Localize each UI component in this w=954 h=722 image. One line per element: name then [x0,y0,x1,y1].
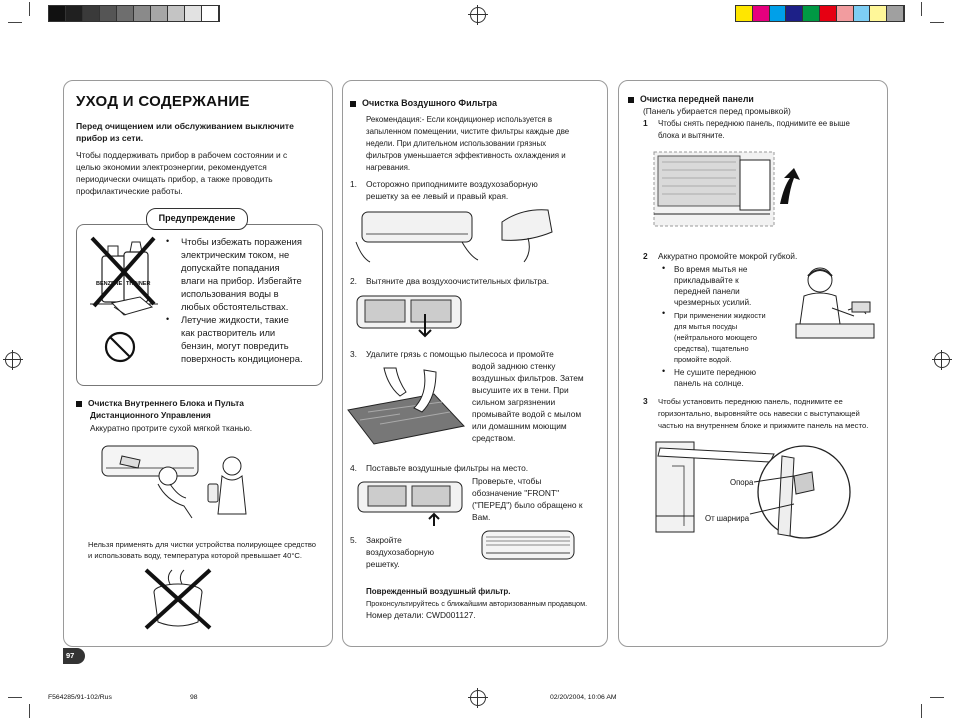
registration-mark-icon [5,352,21,368]
caution-title: Предупреждение [146,208,248,230]
calibration-swatch [837,6,854,21]
unplug-warning-line: прибор из сети. [76,133,144,143]
step1-line: Осторожно приподнимите воздухозаборную [366,179,538,189]
calibration-swatch [134,6,151,21]
step4-line: ("ПЕРЕД") было обращено к [472,500,583,510]
crop-mark [921,704,922,718]
calibration-swatch [151,6,168,21]
label-hinge: От шарнира [705,514,750,523]
vacuum-filter-illustration [344,366,468,446]
washing-woman-illustration [792,262,878,346]
step4-line: Вам. [472,512,491,522]
step3-line: промывайте водой с мылом [472,409,582,419]
recommend-line: Рекомендация:- Если кондиционер используется в [366,115,553,124]
step-number: 5. [350,535,357,545]
rstep1-line: Чтобы снять переднюю панель, поднимите ее выше [658,119,850,128]
insert-filters-illustration [356,478,466,528]
rstep3-line: Чтобы установить переднюю панель, поднимите ее [658,397,843,406]
caution-line: как растворитель или [181,327,276,338]
indoor-clean-text: Аккуратно протрите сухой мягкой тканью. [90,423,253,433]
bullet-mark: • [662,263,666,273]
registration-mark-icon [934,352,950,368]
step3-line: водой заднюю стенку [472,361,556,371]
caution-line: электрическим током, не [181,249,290,260]
damaged-filter-title: Поврежденный воздушный фильтр. [366,587,511,596]
step2-text: Вытяните два воздухоочистительных фильтра. [366,276,550,286]
rb1-line: Во время мытья не [674,265,748,274]
crop-mark [29,704,30,718]
caution-line: Летучие жидкости, такие [181,314,289,325]
caution-line: влаги на прибор. Избегайте [181,275,302,286]
step4-line: Проверьте, чтобы [472,476,542,486]
rstep1-line: блока и вытяните. [658,131,725,140]
bullet-mark: • [166,314,170,324]
recommend-line: запыленном помещении, чистите фильтры каждые две [366,127,570,136]
rb2-line: средства), тщательно [674,344,749,353]
intro-line: целью экономии электроэнергии, рекомендуется [76,162,267,172]
step4-line: Поставьте воздушные фильтры на место. [366,463,529,473]
lift-grille-illustration [352,202,562,266]
step-number: 3. [350,349,357,359]
calibration-swatch [736,6,753,21]
calibration-swatch [168,6,185,21]
no-hot-water-illustration [142,566,214,632]
step-number: 1 [643,118,648,128]
rstep2-text: Аккуратно промойте мокрой губкой. [658,251,798,261]
step-number: 3 [643,396,648,406]
caution-line: Чтобы избежать поражения [181,236,302,247]
calibration-swatch [66,6,83,21]
caution-line: любых обстоятельствах. [181,301,289,312]
wiping-unit-illustration [100,440,250,520]
recommend-line: фильтров уменьшается эффективность охлаждения и [366,151,566,160]
step4-line: обозначение "FRONT" [472,488,560,498]
page-title: УХОД И СОДЕРЖАНИЕ [76,93,250,110]
pull-filters-illustration [355,290,465,340]
calibration-swatch [202,6,219,21]
calibration-swatch [887,6,904,21]
step5-line: решетку. [366,559,400,569]
calibration-swatch [854,6,871,21]
damaged-filter-text: Проконсультируйтесь с ближайшим авторизованным продавцом. [366,599,588,608]
calibration-swatch [803,6,820,21]
calibration-swatch [753,6,770,21]
calibration-swatch [49,6,66,21]
intro-line: периодически очищать прибор, а также проводить [76,174,273,184]
unplug-warning-line: Перед очищением или обслуживанием выключите [76,121,294,131]
rb2-line: промойте водой. [674,355,732,364]
caution-line: поверхность кондиционера. [181,353,303,364]
caution-line: использования воды в [181,288,279,299]
filter-title: Очистка Воздушного Фильтра [350,98,497,110]
caution-line: допускайте попадания [181,262,280,273]
bullet-mark: • [662,308,666,318]
calibration-swatch [820,6,837,21]
calibration-swatch [185,6,202,21]
page-number: 97 [66,651,75,660]
step-number: 2. [350,276,357,286]
indoor-clean-title: Дистанционного Управления [90,410,211,420]
step-number: 4. [350,463,357,473]
rb2-line: для мытья посуды [674,322,738,331]
crop-mark [921,2,922,16]
intro-line: профилактические работы. [76,186,183,196]
can-label-thinner: THINNER [126,281,151,287]
calibration-swatch [786,6,803,21]
calibration-swatch [770,6,787,21]
prohibited-icon [103,330,137,364]
can-label-benzene: BENZENE [96,281,123,287]
label-support: Опора [730,478,754,487]
rb2-line: При применении жидкости [674,311,766,320]
step3-line: высушите их в тени. При [472,385,569,395]
indoor-clean-title: Очистка Внутреннего Блока и Пульта [76,398,244,410]
rstep3-line: горизонтально, выровняйте ось навески с выступающей [658,409,860,418]
bullet-mark: • [662,366,666,376]
step3-line: или домашним моющим [472,421,567,431]
step5-line: воздухозаборную [366,547,435,557]
registration-mark-icon [470,7,486,23]
rb3-line: панель на солнце. [674,379,744,388]
part-number: Номер детали: CWD001127. [366,610,476,620]
footer-date: 02/20/2004, 10:06 AM [550,694,617,701]
remove-front-panel-illustration [652,148,802,238]
bullet-mark: • [166,236,170,246]
install-front-panel-illustration [654,436,874,546]
step1-line: решетку за ее левый и правый края. [366,191,509,201]
step-number: 2 [643,251,648,261]
step3-line: сильном загрязнении [472,397,556,407]
calibration-swatch [83,6,100,21]
crop-mark [930,22,944,23]
crop-mark [29,2,30,16]
footer-file: F564285/91-102/Rus [48,694,112,701]
color-calibration-bar [735,5,905,22]
crop-mark [8,22,22,23]
warning-note-line: и использовать воду, температура которой превышает 40°C. [88,551,302,560]
calibration-swatch [870,6,887,21]
rb2-line: (нейтрального моющего [674,333,757,342]
closed-unit-illustration [480,527,576,565]
calibration-swatch [117,6,134,21]
intro-line: Чтобы поддерживать прибор в рабочем состоянии и с [76,150,288,160]
footer-page: 98 [190,694,198,701]
rb1-line: передней панели [674,287,740,296]
step3-line: средством. [472,433,516,443]
step5-line: Закройте [366,535,402,545]
rb3-line: Не сушите переднюю [674,368,757,377]
rb1-line: чрезмерных усилий. [674,298,752,307]
front-panel-subtitle: (Панель убирается перед промывкой) [643,106,791,116]
warning-note-line: Нельзя применять для чистки устройства полирующее средство [88,540,317,549]
rb1-line: прикладывайте к [674,276,739,285]
rstep3-line: частью на внутреннем блоке и прижмите панель на место. [658,421,869,430]
recommend-line: недели. При длительном использовании грязных [366,139,547,148]
crop-mark [930,697,944,698]
registration-mark-icon [470,690,486,706]
front-panel-title: Очистка передней панели [628,94,754,106]
step3-line: воздушных фильтров. Затем [472,373,584,383]
towel-illustration [110,295,154,317]
grayscale-calibration-bar [48,5,220,22]
caution-line: бензин, могут повредить [181,340,289,351]
recommend-line: нагревания. [366,163,411,172]
step-number: 1. [350,179,357,189]
calibration-swatch [100,6,117,21]
crop-mark [8,697,22,698]
step3-line: Удалите грязь с помощью пылесоса и промойте [366,349,554,359]
